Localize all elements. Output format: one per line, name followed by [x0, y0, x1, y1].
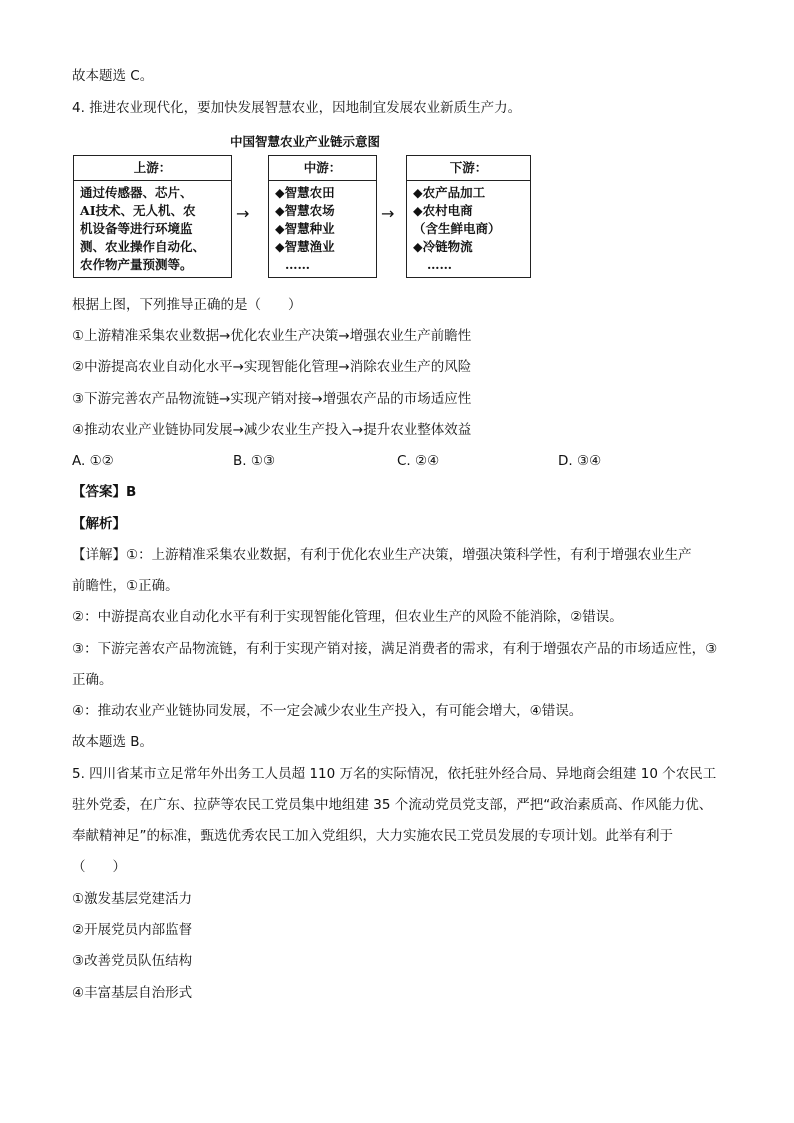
downstream-line: ……: [427, 257, 452, 272]
downstream-body: [407, 181, 530, 277]
q5-statement-4: ④丰富基层自治形式: [72, 985, 193, 1001]
question-5-line-3: 奉献精神足”的标准，甄选优秀农民工加入党组织，大力实施农民工党员发展的专项计划。此举有利于: [72, 828, 673, 844]
midstream-line: ◆智慧农场: [275, 203, 335, 218]
midstream-body: [269, 181, 376, 277]
upstream-body: [74, 181, 231, 277]
detail-1b: 前瞻性，①正确。: [72, 578, 179, 594]
upstream-line: 测、农业操作自动化、: [80, 239, 206, 254]
downstream-line: （含生鲜电商）: [413, 221, 501, 236]
detail-1a: 【详解】①：上游精准采集农业数据，有利于优化农业生产决策，增强决策科学性，有利于增强农业生产: [72, 547, 692, 563]
conclusion: 故本题选 B。: [72, 734, 154, 750]
q5-statement-2: ②开展党员内部监督: [72, 922, 193, 938]
question-5-line-2: 驻外党委，在广东、拉萨等农民工党员集中地组建 35 个流动党员党支部，严把“政治素质高、作风能力优、: [72, 797, 713, 813]
upstream-line: 农作物产量预测等。: [80, 257, 193, 272]
downstream-line: ◆农产品加工: [413, 185, 486, 200]
upstream-line: AI技术、无人机、农: [80, 203, 196, 218]
q5-statement-3: ③改善党员队伍结构: [72, 953, 193, 969]
statement-4: ④推动农业产业链协同发展→减少农业生产投入→提升农业整体效益: [72, 422, 472, 438]
midstream-line: ◆智慧种业: [275, 221, 335, 236]
downstream-box: [406, 155, 531, 278]
midstream-line: ……: [285, 257, 310, 272]
upstream-head: 上游：: [74, 156, 231, 181]
option-d: D. ③④: [558, 453, 602, 469]
downstream-head: 下游：: [407, 156, 530, 181]
prev-conclusion: 故本题选 C。: [72, 68, 154, 84]
question-5-line-4: （ ）: [72, 859, 126, 875]
upstream-box: [73, 155, 232, 278]
statement-3: ③下游完善农产品物流链→实现产销对接→增强农产品的市场适应性: [72, 391, 472, 407]
downstream-line: ◆农村电商: [413, 203, 473, 218]
detail-2: ②：中游提高农业自动化水平有利于实现智能化管理，但农业生产的风险不能消除，②错误。: [72, 609, 623, 625]
q5-statement-1: ①激发基层党建活力: [72, 891, 193, 907]
midstream-head: 中游：: [269, 156, 376, 181]
statement-2: ②中游提高农业自动化水平→实现智能化管理→消除农业生产的风险: [72, 359, 472, 375]
analysis-label: 【解析】: [72, 516, 126, 532]
arrow-right-icon: →: [236, 204, 250, 223]
midstream-box: [268, 155, 377, 278]
detail-3b: 正确。: [72, 672, 113, 688]
upstream-line: 通过传感器、芯片、: [80, 185, 193, 200]
detail-3a: ③：下游完善农产品物流链，有利于实现产销对接，满足消费者的需求，有利于增强农产品的市场适应性，③: [72, 641, 718, 657]
option-c: C. ②④: [397, 453, 440, 469]
answer-label: 【答案】B: [72, 484, 137, 500]
arrow-right-icon: →: [381, 204, 395, 223]
diagram-title: 中国智慧农业产业链示意图: [230, 134, 381, 149]
midstream-line: ◆智慧农田: [275, 185, 335, 200]
statement-1: ①上游精准采集农业数据→优化农业生产决策→增强农业生产前瞻性: [72, 328, 472, 344]
downstream-line: ◆冷链物流: [413, 239, 473, 254]
midstream-line: ◆智慧渔业: [275, 239, 335, 254]
option-a: A. ①②: [72, 453, 114, 469]
question-4-stem: 4. 推进农业现代化，要加快发展智慧农业，因地制宜发展农业新质生产力。: [72, 100, 522, 116]
question-prompt: 根据上图，下列推导正确的是（ ）: [72, 297, 302, 313]
question-5-line-1: 5. 四川省某市立足常年外出务工人员超 110 万名的实际情况，依托驻外经合局、异地商会组建 10 个农民工: [72, 766, 717, 782]
upstream-line: 机设备等进行环境监: [80, 221, 193, 236]
option-b: B. ①③: [233, 453, 276, 469]
detail-4: ④：推动农业产业链协同发展，不一定会减少农业生产投入，有可能会增大，④错误。: [72, 703, 583, 719]
